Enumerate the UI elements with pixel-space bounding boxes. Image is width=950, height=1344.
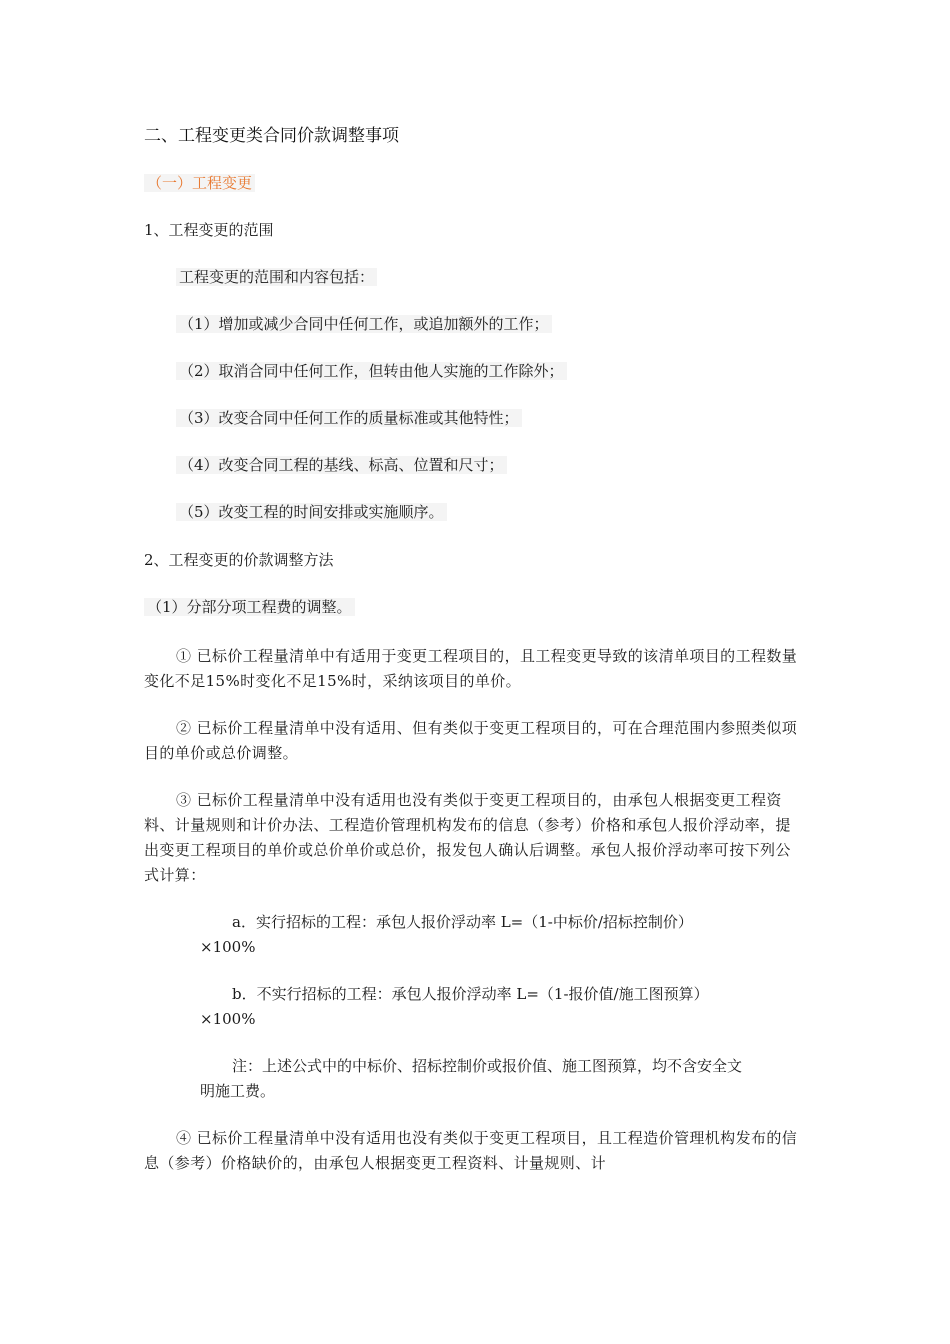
paragraph-4-text: ④ 已标价工程量清单中没有适用也没有类似于变更工程项目，且工程造价管理机构发布的信息（参考）价格缺价的，由承包人根据变更工程资料、计量规则、计 xyxy=(144,1129,798,1172)
paragraph-3-text: ③ 已标价工程量清单中没有适用也没有类似于变更工程项目的，由承包人根据变更工程资料、计量规则和计价办法、工程造价管理机构发布的信息（参考）价格和承包人报价浮动率，提出变更工程项目的单价或总价单价或总价，报发包人确认后调整。承包人报价浮动率可按下列公式计算： xyxy=(144,791,791,884)
item1-title-text: 1、工程变更的范围 xyxy=(144,221,274,239)
formula-b xyxy=(200,982,745,1032)
paragraph-4 xyxy=(144,1126,799,1176)
formula-a xyxy=(200,910,745,960)
item1-intro xyxy=(176,266,377,288)
paragraph-2-text: ② 已标价工程量清单中没有适用、但有类似于变更工程项目的，可在合理范围内参照类似项目的单价或总价调整。 xyxy=(144,719,798,762)
item2-sub1-text: （1）分部分项工程费的调整。 xyxy=(144,598,355,616)
item2-title xyxy=(144,549,334,571)
section-heading-text: 二、工程变更类合同价款调整事项 xyxy=(144,126,399,146)
list-item xyxy=(176,360,567,382)
paragraph-1 xyxy=(144,644,799,694)
formula-note-text: 注：上述公式中的中标价、招标控制价或报价值、施工图预算，均不含安全文明施工费。 xyxy=(200,1057,743,1100)
list-item-text: （5）改变工程的时间安排或实施顺序。 xyxy=(176,503,447,521)
formula-note xyxy=(200,1054,745,1104)
item1-intro-text: 工程变更的范围和内容包括： xyxy=(176,268,377,286)
paragraph-1-text: ① 已标价工程量清单中有适用于变更工程项目的，且工程变更导致的该清单项目的工程数量变化不足15%时变化不足15%时，采纳该项目的单价。 xyxy=(144,647,798,690)
list-item xyxy=(176,313,552,335)
list-item-text: （2）取消合同中任何工作，但转由他人实施的工作除外； xyxy=(176,362,567,380)
item1-title xyxy=(144,219,274,241)
list-item xyxy=(176,501,447,523)
section-heading xyxy=(144,125,399,147)
formula-b-text: b．不实行招标的工程：承包人报价浮动率 L=（1-报价值/施工图预算）×100% xyxy=(200,985,709,1028)
formula-a-text: a．实行招标的工程：承包人报价浮动率 L=（1-中标价/招标控制价）×100% xyxy=(200,913,693,956)
item2-title-text: 2、工程变更的价款调整方法 xyxy=(144,551,334,569)
paragraph-3 xyxy=(144,788,799,888)
paragraph-2 xyxy=(144,716,799,766)
subsection-heading xyxy=(144,172,255,194)
item2-sub1 xyxy=(144,596,355,618)
subsection-heading-text: （一）工程变更 xyxy=(144,174,255,192)
list-item xyxy=(176,407,522,429)
list-item xyxy=(176,454,507,476)
list-item-text: （1）增加或减少合同中任何工作，或追加额外的工作； xyxy=(176,315,552,333)
list-item-text: （4）改变合同工程的基线、标高、位置和尺寸； xyxy=(176,456,507,474)
list-item-text: （3）改变合同中任何工作的质量标准或其他特性； xyxy=(176,409,522,427)
